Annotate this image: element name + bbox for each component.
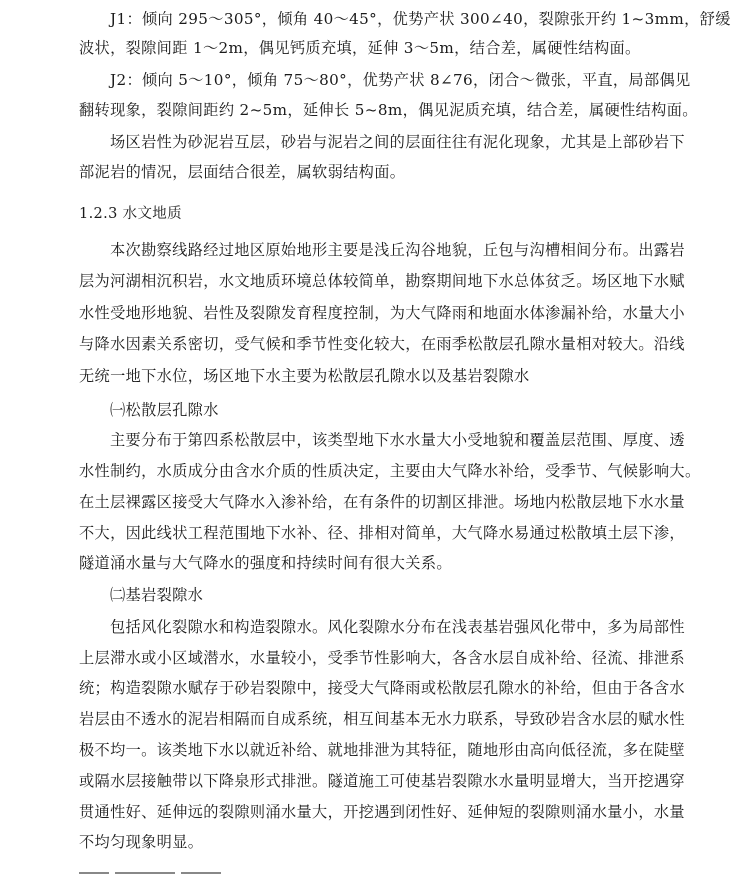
bedrock-line-7: 贯通性好、延伸远的裂隙则涌水量大，开挖遇到闭性好、延伸短的裂隙则涌水量小，水量 [79,803,685,821]
intro-line-2: 层为河湖相沉积岩，水文地质环境总体较简单，勘察期间地下水总体贫乏。场区地下水赋 [79,272,685,290]
subheading-bedrock-fissure-water: ㈡基岩裂隙水 [110,586,204,604]
intro-line-4: 与降水因素关系密切，受气候和季节性变化较大，在雨季松散层孔隙水量相对较大。沿线 [79,335,685,353]
bedding-line-2: 部泥岩的情况，层面结合很差，属软弱结构面。 [79,163,406,181]
bedrock-line-4: 岩层由不透水的泥岩相隔而自成系统，相互间基本无水力联系，导致砂岩含水层的赋水性 [79,710,685,728]
j1-line-2: 波状，裂隙间距 1～2m，偶见钙质充填，延伸 3～5m，结合差，属硬性结构面。 [79,39,641,57]
intro-line-5: 无统一地下水位，场区地下水主要为松散层孔隙水以及基岩裂隙水 [79,367,530,385]
section-heading-hydrogeology: 1.2.3 水文地质 [79,206,183,222]
bedding-line-1: 场区岩性为砂泥岩互层，砂岩与泥岩之间的层面往往有泥化现象，尤其是上部砂岩下 [110,133,685,151]
subheading-loose-pore-water: ㈠松散层孔隙水 [110,401,219,419]
j1-line-1: J1：倾向 295～305°，倾角 40～45°，优势产状 300∠40，裂隙张开约 1~3mm，舒缓 [110,10,731,28]
bedrock-line-5: 极不均一。该类地下水以就近补给、就地排泄为其特征，随地形由高向低径流，多在陡壁 [79,741,685,759]
intro-line-3: 水性受地形地貌、岩性及裂隙发育程度控制，为大气降雨和地面水体渗漏补给，水量大小 [79,304,685,322]
j2-line-2: 翻转现象，裂隙间距约 2~5m，延伸长 5~8m，偶见泥质充填，结合差，属硬性结构面。 [79,101,698,119]
bedrock-line-8: 不均匀现象明显。 [79,833,204,851]
bedrock-line-1: 包括风化裂隙水和构造裂隙水。风化裂隙水分布在浅表基岩强风化带中，多为局部性 [110,618,685,636]
loose-line-3: 在土层裸露区接受大气降水入渗补给，在有条件的切割区排泄。场地内松散层地下水水量 [79,493,685,511]
bedrock-line-6: 或隔水层接触带以下降泉形式排泄。隧道施工可使基岩裂隙水水量明显增大，当开挖遇穿 [79,772,685,790]
loose-line-4: 不大，因此线状工程范围地下水补、径、排相对简单，大气降水易通过松散填土层下渗， [79,524,685,542]
intro-line-1: 本次勘察线路经过地区原始地形主要是浅丘沟谷地貌，丘包与沟槽相间分布。出露岩 [110,241,685,259]
cut-off-next-line [79,868,259,877]
loose-line-5: 隧道涌水量与大气降水的强度和持续时间有很大关系。 [79,554,452,572]
bedrock-line-3: 统；构造裂隙水赋存于砂岩裂隙中，接受大气降雨或松散层孔隙水的补给，但由于各含水 [79,679,685,697]
bedrock-line-2: 上层滞水或小区域潜水，水量较小，受季节性影响大，各含水层自成补给、径流、排泄系 [79,649,685,667]
loose-line-1: 主要分布于第四系松散层中，该类型地下水水量大小受地貌和覆盖层范围、厚度、透 [110,431,685,449]
j2-line-1: J2：倾向 5～10°，倾角 75～80°，优势产状 8∠76，闭合～微张，平直，局部偶见 [110,71,691,89]
loose-line-2: 水性制约，水质成分由含水介质的性质决定，主要由大气降水补给，受季节、气候影响大。 [79,462,701,480]
